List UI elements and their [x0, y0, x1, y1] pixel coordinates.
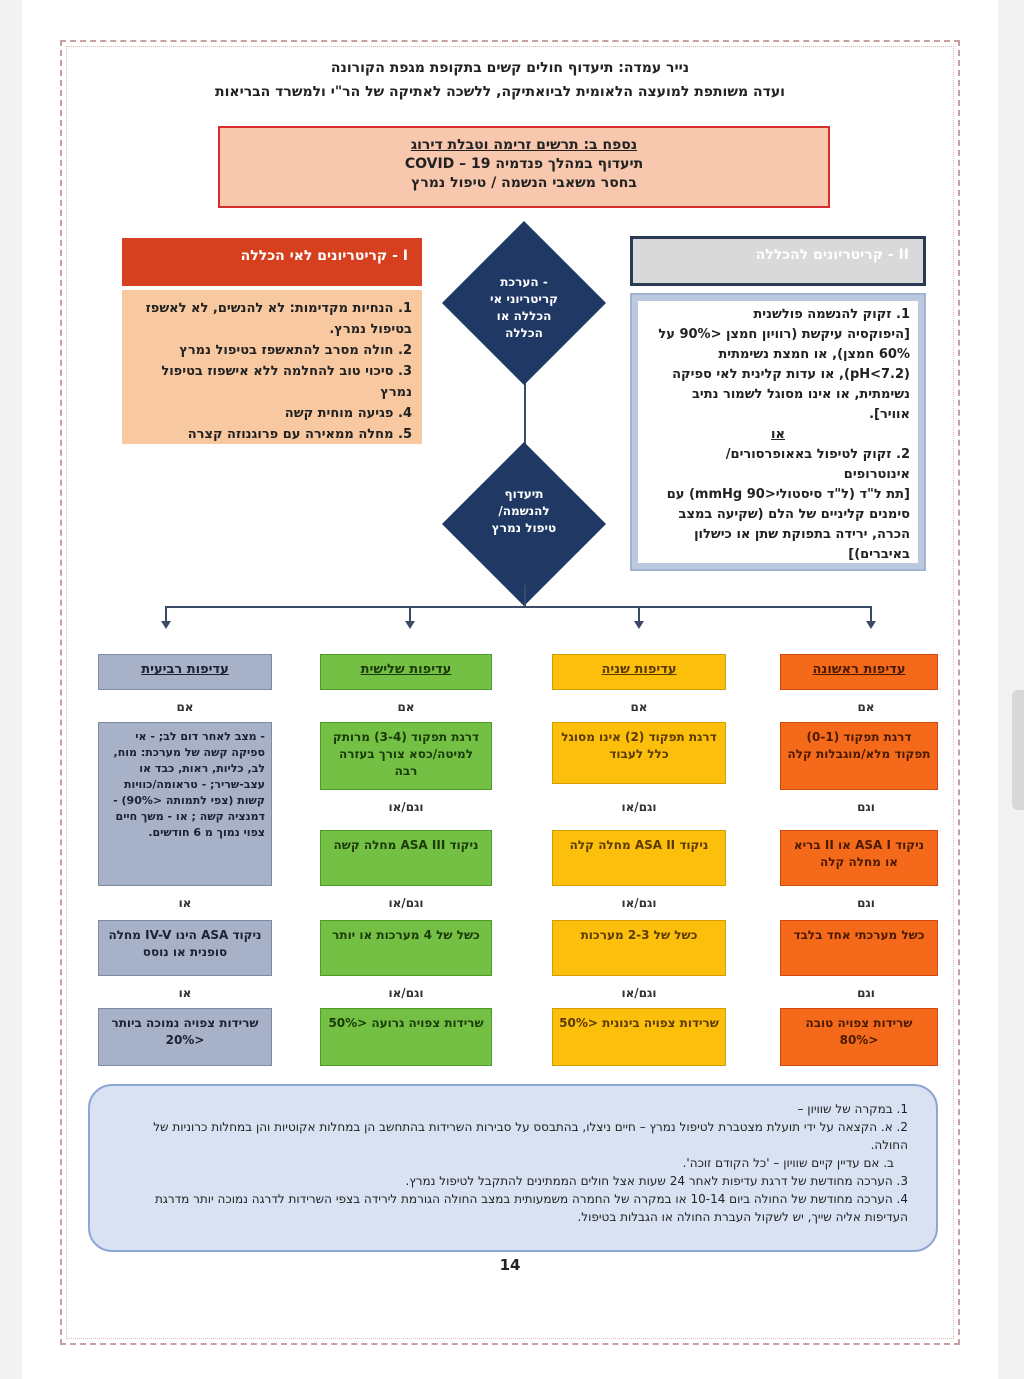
- priority-3-connector: אם: [397, 700, 415, 714]
- diamond-text-line: - הערכת: [500, 275, 548, 289]
- note-line: 2. א. הקצאה על ידי תועלת מצטברת לטיפול נמרץ – חיים ניצלו, בהתבסס על סבירות השרידות בהתחשב הן במחלות אקוטיות והן במחלות כרוניות של החולה.: [153, 1120, 908, 1152]
- exclusion-item: 5. מחלה ממאירה עם פרוגנוזה קצרה: [187, 427, 412, 442]
- note-line: 4. הערכה מחודשת של החולה ביום 10-14 או במקרה של החמרה משמעותית במצב החולה הגורמת לירידה בצפי השרידות לדרגה נמוכה יותר מדרגת העדיפות אליה שייך, יש לשקול העברת החולה או הגבלות בטיפול.: [154, 1192, 908, 1224]
- inclusion-line: אינוטרופים: [843, 467, 910, 482]
- priority-3-connector: וגם/או: [388, 800, 424, 814]
- priority-3-box: שרידות צפויה גרועה <50%: [320, 1008, 492, 1066]
- diamond-text-line: הכללה או: [496, 309, 552, 323]
- priority-1-box: דרגת תפקוד (0-1) תפקוד מלא/מוגבלות קלה: [780, 722, 938, 790]
- priority-3-connector: וגם/או: [388, 986, 424, 1000]
- exclusion-criteria-heading: I - קריטריונים לאי הכללה: [122, 238, 422, 286]
- priority-1-connector: אם: [857, 700, 875, 714]
- arrow-down-icon: [634, 621, 644, 629]
- arrow-down-icon: [161, 621, 171, 629]
- diamond-text-line: להנשמה/: [498, 504, 550, 518]
- priority-1-box: ניקוד ASA I או II בריא או מחלה קלה: [780, 830, 938, 886]
- flow-connector: [870, 606, 872, 622]
- note-line: 1. במקרה של שוויון –: [797, 1102, 908, 1116]
- priority-1-box: שרידות צפויה טובה <80%: [780, 1008, 938, 1066]
- arrow-down-icon: [866, 621, 876, 629]
- priority-1-connector: וגם: [857, 986, 875, 1000]
- priority-1-connector: וגם: [857, 800, 875, 814]
- inclusion-line: נשימתית, או אינו מסוגל לשמור נתיב: [691, 387, 910, 402]
- priority-3-heading: עדיפות שלישית: [320, 654, 492, 690]
- flow-connector: [165, 606, 872, 608]
- header-line-2: ועדה משותפת למועצה הלאומית לביואתיקה, ללשכה לאתיקה של הר"י ולמשרד הבריאות: [215, 84, 785, 100]
- priority-1-box: כשל מערכתי אחד בלבד: [780, 920, 938, 976]
- header-line-1: נייר עמדה: תיעדוף חולים קשים בתקופת מגפת הקורונה: [330, 60, 690, 76]
- flow-connector: [409, 606, 411, 622]
- priority-4-box: ניקוד ASA הינו IV-V מחלה סופנית או נוסס: [98, 920, 272, 976]
- notes-box: [88, 1084, 938, 1252]
- assessment-diamond-text: [464, 274, 584, 342]
- inclusion-line: או: [771, 427, 785, 442]
- priority-3-connector: וגם/או: [388, 896, 424, 910]
- flow-connector: [638, 606, 640, 622]
- priority-4-connector: או: [178, 986, 192, 1000]
- arrow-down-icon: [405, 621, 415, 629]
- priority-3-box: דרגת תפקוד (3-4) מרותק למיטה/כסא צורך בעזרה רבה: [320, 722, 492, 790]
- note-line: ב. אם עדיין קיים שוויון – 'כל הקודם זוכה'.: [682, 1156, 894, 1170]
- exclusion-criteria-list: [122, 290, 422, 444]
- inclusion-criteria-panel: [630, 293, 926, 571]
- note-line: 3. הערכה מחודשת של דרגת עדיפות לאחר 24 שעות אצל חולים הממתינים להתקבל לטיפול נמרץ.: [405, 1174, 908, 1188]
- priority-3-box: ניקוד ASA III מחלה קשה: [320, 830, 492, 886]
- priority-1-heading: עדיפות ראשונה: [780, 654, 938, 690]
- diamond-text-line: קריטריוני אי: [489, 292, 559, 306]
- priority-2-connector: וגם/או: [621, 800, 657, 814]
- priority-3-box: כשל של 4 מערכות או יותר: [320, 920, 492, 976]
- inclusion-criteria-heading: II - קריטריונים להכללה: [630, 236, 926, 286]
- page-number: 14: [499, 1256, 521, 1274]
- priority-2-box: דרגת תפקוד (2) אינו מסוגל כלל לעבוד: [552, 722, 726, 784]
- priority-2-box: כשל של 2-3 מערכות: [552, 920, 726, 976]
- inclusion-line: (pH<7.2), או עדות קלינית לאי ספיקה: [672, 367, 910, 382]
- priority-1-connector: וגם: [857, 896, 875, 910]
- inclusion-line: סימנים קליניים של הלם (שקיעה במצב: [678, 507, 910, 522]
- priority-4-connector: או: [178, 896, 192, 910]
- priority-4-box: - מצב לאחר דום לב; - אי ספיקה קשה של מערכת: מוח, לב, כליות, ראות, כבד או עצב-שריר; - טראומה/כוויות קשות (צפי לתמותה <90%) - דמנציה קשה ; או - משך חיים צפוי נמוך מ 6 חודשים.: [98, 722, 272, 886]
- inclusion-criteria-text: [638, 301, 918, 563]
- appendix-title-box: [218, 126, 830, 208]
- scrollbar-handle[interactable]: [1012, 690, 1024, 810]
- inclusion-line: [היפוקסיה עיקשת (רוויון חמצן <90% על: [658, 327, 910, 342]
- appendix-title-line-1: נספח ב: תרשים זרימה וטבלת דירוג: [410, 137, 638, 153]
- inclusion-line: 60% חמצן), או חמצת נשימתית: [718, 347, 910, 362]
- exclusion-item: 4. פגיעה מוחית קשה: [284, 406, 412, 421]
- exclusion-item: 2. חולה מסרב להתאשפז בטיפול נמרץ: [179, 343, 412, 358]
- diamond-text-line: הכללה: [505, 326, 543, 340]
- priority-2-box: ניקוד ASA II מחלה קלה: [552, 830, 726, 886]
- inclusion-line: 1. זקוק להנשמה פולשנית: [753, 307, 910, 322]
- priority-2-connector: אם: [630, 700, 648, 714]
- flow-connector: [165, 606, 167, 622]
- priority-4-box: שרידות צפויה נמוכה ביותר <20%: [98, 1008, 272, 1066]
- flow-connector: [524, 585, 526, 607]
- inclusion-line: 2. זקוק לטיפול באאופרסורים/: [725, 447, 910, 462]
- appendix-title-line-2: תיעדוף במהלך פנדמיה COVID – 19: [404, 156, 644, 172]
- priority-2-connector: וגם/או: [621, 986, 657, 1000]
- inclusion-line: באיברים)]: [848, 547, 910, 562]
- priority-2-connector: וגם/או: [621, 896, 657, 910]
- inclusion-line: [תת ל"ד (ל"ד סיסטולי<90 mmHg) עם: [666, 487, 910, 502]
- priority-4-connector: אם: [176, 700, 194, 714]
- diamond-text-line: תיעדוף: [504, 487, 544, 501]
- priority-4-heading: עדיפות רביעית: [98, 654, 272, 690]
- priority-2-heading: עדיפות שניה: [552, 654, 726, 690]
- inclusion-line: אוויר].: [869, 407, 910, 422]
- inclusion-line: הכרה, ירידה בתפוקת שתן או כישלון: [694, 527, 910, 542]
- priority-2-box: שרידות צפויה בינונית <50%: [552, 1008, 726, 1066]
- appendix-title-line-3: בחסר משאבי הנשמה / טיפול נמרץ: [411, 175, 637, 191]
- diamond-text-line: טיפול נמרץ: [491, 521, 557, 535]
- exclusion-item: 1. הנחיות מקדימות: לא להנשים, לא לאשפז בטיפול נמרץ.: [145, 301, 412, 337]
- triage-diamond-text: [464, 486, 584, 537]
- exclusion-item: 3. סיכוי טוב להחלמה ללא אישפוז בטיפול נמרץ: [161, 364, 412, 400]
